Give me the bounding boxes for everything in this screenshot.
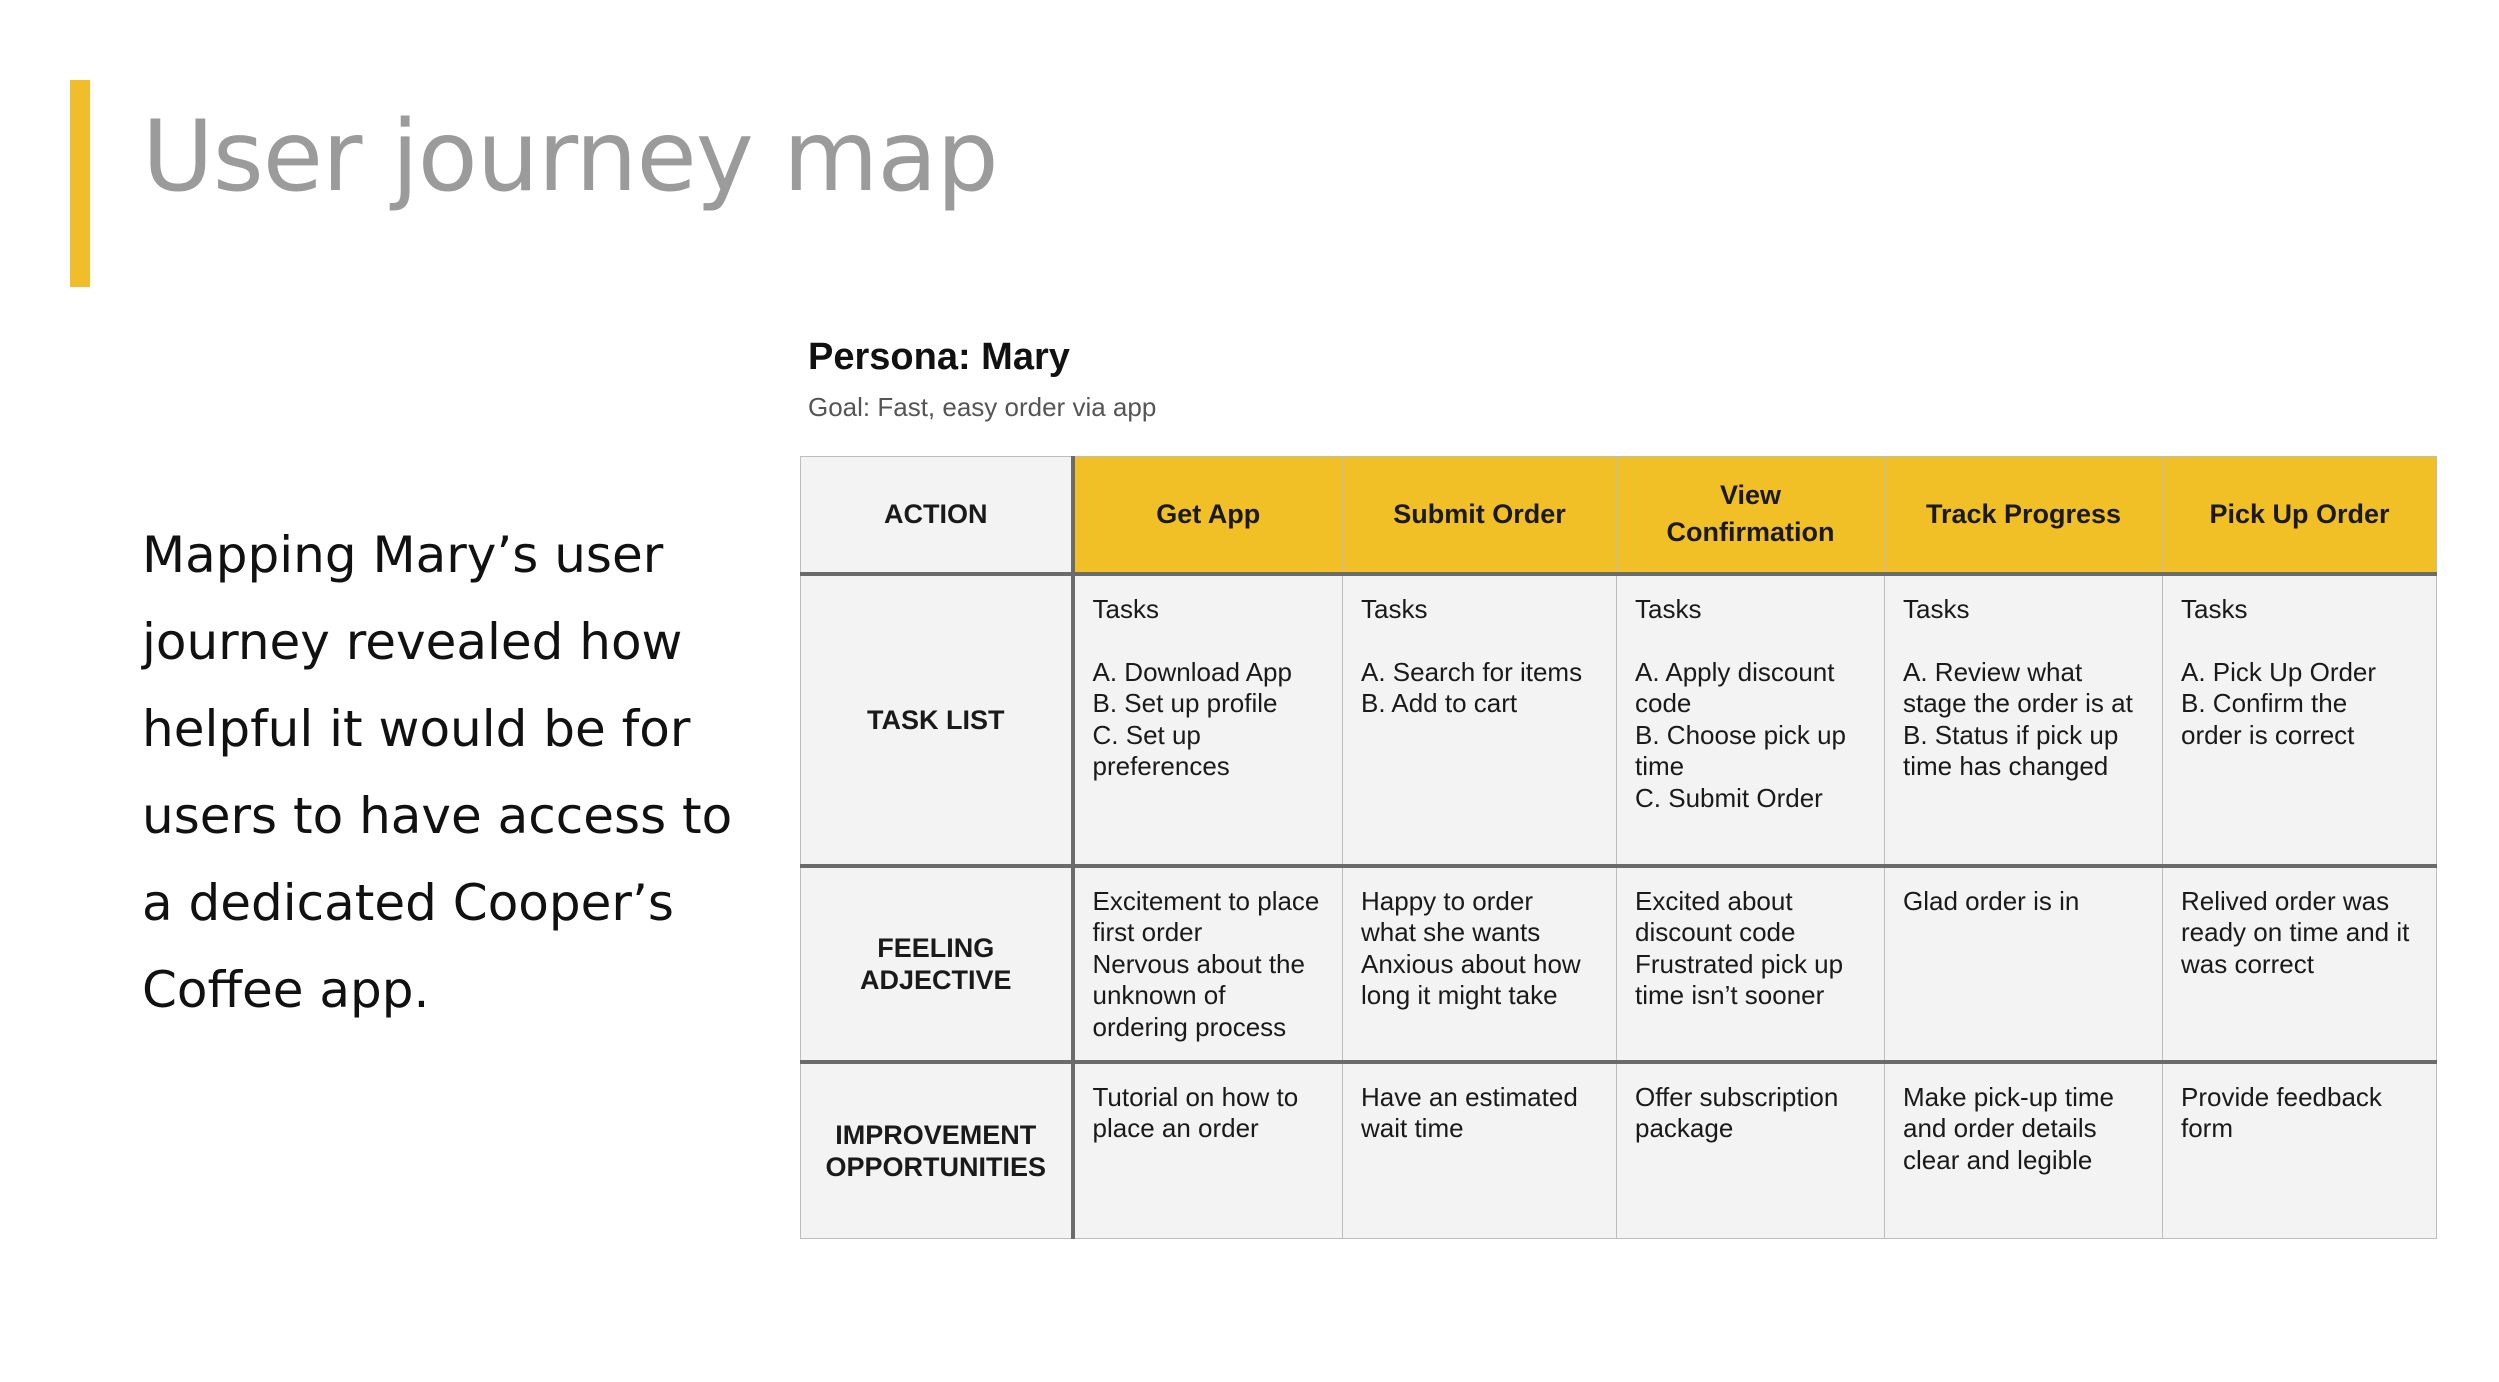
- row-label-task-list: TASK LIST: [801, 574, 1073, 866]
- title-accent-bar: [70, 80, 90, 287]
- improvement-cell-track-progress: Make pick-up time and order details clear and legible: [1885, 1062, 2163, 1239]
- journey-map-table: [800, 456, 2437, 1239]
- feeling-cell-pick-up-order: Relived order was ready on time and it was correct: [2163, 866, 2437, 1062]
- row-label-feeling-adjective: FEELING ADJECTIVE: [801, 866, 1073, 1062]
- task-cell-pick-up-order: Tasks A. Pick Up Order B. Confirm the order is correct: [2163, 574, 2437, 866]
- task-list-row: [801, 574, 2437, 866]
- feeling-cell-view-confirmation: Excited about discount code Frustrated pick up time isn’t sooner: [1617, 866, 1885, 1062]
- feeling-cell-track-progress: Glad order is in: [1885, 866, 2163, 1062]
- stage-header-track-progress: Track Progress: [1885, 457, 2163, 574]
- improvement-cell-view-confirmation: Offer subscription package: [1617, 1062, 1885, 1239]
- feeling-cell-submit-order: Happy to order what she wants Anxious about how long it might take: [1343, 866, 1617, 1062]
- stage-header-get-app: Get App: [1073, 457, 1343, 574]
- feeling-adjective-row: [801, 866, 2437, 1062]
- stage-header-submit-order: Submit Order: [1343, 457, 1617, 574]
- feeling-cell-get-app: Excitement to place first order Nervous about the unknown of ordering process: [1073, 866, 1343, 1062]
- persona-title: Persona: Mary: [808, 336, 1070, 378]
- improvement-cell-pick-up-order: Provide feedback form: [2163, 1062, 2437, 1239]
- row-label-improvement-opportunities: IMPROVEMENT OPPORTUNITIES: [801, 1062, 1073, 1239]
- stage-header-view-confirmation: View Confirmation: [1617, 457, 1885, 574]
- improvement-opportunities-row: [801, 1062, 2437, 1239]
- page-title: User journey map: [142, 100, 998, 214]
- stage-header-row: [801, 457, 2437, 574]
- summary-text: Mapping Mary’s user journey revealed how helpful it would be for users to have access to a dedicated Cooper’s Coffee app.: [142, 526, 733, 1019]
- stage-header-pick-up-order: Pick Up Order: [2163, 457, 2437, 574]
- action-header: ACTION: [801, 457, 1073, 574]
- task-cell-submit-order: Tasks A. Search for items B. Add to cart: [1343, 574, 1617, 866]
- task-cell-track-progress: Tasks A. Review what stage the order is at B. Status if pick up time has changed: [1885, 574, 2163, 866]
- task-cell-get-app: Tasks A. Download App B. Set up profile C. Set up preferences: [1073, 574, 1343, 866]
- task-cell-view-confirmation: Tasks A. Apply discount code B. Choose pick up time C. Submit Order: [1617, 574, 1885, 866]
- improvement-cell-get-app: Tutorial on how to place an order: [1073, 1062, 1343, 1239]
- improvement-cell-submit-order: Have an estimated wait time: [1343, 1062, 1617, 1239]
- persona-goal: Goal: Fast, easy order via app: [808, 392, 1157, 422]
